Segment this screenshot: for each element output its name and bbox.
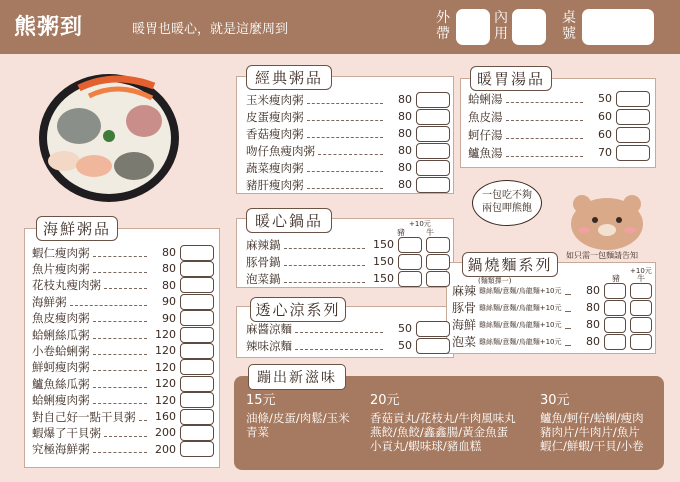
item-name: 蝦爆了干貝粥	[32, 425, 101, 440]
qty-box[interactable]	[616, 109, 650, 125]
item-price: 90	[162, 295, 176, 309]
item-price: 150	[373, 255, 394, 268]
hotpot-beef-surcharge: +10元	[409, 220, 431, 228]
leader-dots	[295, 325, 383, 333]
menu-row	[468, 126, 650, 143]
item-price: 80	[398, 127, 412, 140]
menu-row	[32, 310, 214, 327]
item-name: 魚皮湯	[468, 109, 503, 124]
addon-tier-20	[370, 394, 540, 453]
leader-dots	[93, 380, 148, 388]
item-name: 海鮮粥	[32, 294, 67, 309]
menu-row	[452, 282, 652, 299]
item-price: 50	[398, 339, 412, 352]
menu-row	[32, 424, 214, 441]
item-name: 蛤蜊絲瓜粥	[32, 327, 90, 342]
beef-qty-box[interactable]	[630, 300, 652, 316]
beef-qty-box[interactable]	[630, 317, 652, 333]
qty-box[interactable]	[616, 145, 650, 161]
item-price: 120	[155, 328, 176, 341]
leader-dots	[318, 147, 383, 155]
leader-dots	[307, 130, 384, 138]
hotpot-beef-col: 牛	[426, 228, 434, 237]
qty-box[interactable]	[416, 126, 450, 142]
item-name: 蝦仁瘦肉粥	[32, 245, 90, 260]
addon-tier-price: 15元	[246, 393, 276, 408]
qty-box[interactable]	[180, 441, 214, 457]
item-name: 對自己好一點干貝粥	[32, 409, 136, 424]
qty-box[interactable]	[180, 310, 214, 326]
menu-row	[246, 176, 450, 193]
item-name: 鱸魚湯	[468, 145, 503, 160]
qty-box[interactable]	[616, 91, 650, 107]
item-price: 120	[155, 377, 176, 391]
pork-qty-box[interactable]	[398, 237, 422, 253]
noodle-beef-col: 牛	[637, 274, 645, 283]
item-name: 辣味涼麵	[246, 338, 292, 353]
item-price: 120	[155, 344, 176, 358]
addon-tier-15	[246, 394, 366, 439]
addons-title: 蹦出新滋味	[248, 364, 346, 390]
qty-box[interactable]	[180, 327, 214, 343]
item-name: 豚骨鍋	[246, 254, 281, 269]
slogan: 暖胃也暖心，就是這麼周到	[132, 22, 289, 37]
classic-title: 經典粥品	[246, 65, 332, 90]
leader-dots	[565, 338, 571, 346]
leader-dots	[93, 249, 148, 257]
item-price: 80	[398, 144, 412, 157]
item-name: 麻辣鍋	[246, 237, 281, 252]
qty-box[interactable]	[616, 127, 650, 143]
menu-row	[246, 125, 450, 142]
addon-tier-items: 鱸魚/蚵仔/蛤蜊/瘦肉 豬肉片/牛肉片/魚片 蝦仁/鮮蝦/干貝/小卷	[540, 411, 644, 453]
leader-dots	[70, 298, 148, 306]
leader-dots	[565, 287, 571, 295]
leader-dots	[307, 113, 384, 121]
beef-qty-box[interactable]	[630, 283, 652, 299]
cold-title: 透心涼系列	[250, 297, 346, 322]
leader-dots	[506, 131, 584, 139]
noodle-pork-col: 豬	[612, 274, 620, 283]
menu-row	[452, 333, 652, 350]
item-name: 吻仔魚瘦肉粥	[246, 143, 315, 158]
menu-row	[32, 375, 214, 392]
item-price: 150	[373, 238, 394, 251]
beef-qty-box[interactable]	[630, 334, 652, 350]
menu-row	[452, 316, 652, 333]
takeout-checkbox[interactable]	[456, 9, 490, 45]
hotpot-title: 暖心鍋品	[246, 208, 332, 233]
leader-dots	[506, 113, 584, 121]
leader-dots	[284, 241, 366, 249]
qty-box[interactable]	[416, 92, 450, 108]
item-name: 泡菜鍋	[246, 271, 281, 286]
item-price: 80	[398, 161, 412, 174]
qty-box[interactable]	[180, 245, 214, 261]
noodle-choice: 雞絲麵/意麵/烏龍麵+10元	[479, 337, 562, 346]
qty-box[interactable]	[180, 343, 214, 359]
menu-row	[246, 108, 450, 125]
qty-box[interactable]	[180, 409, 214, 425]
qty-box[interactable]	[416, 177, 450, 193]
item-name: 魚片瘦肉粥	[32, 261, 90, 276]
item-name: 香菇瘦肉粥	[246, 126, 304, 141]
noodle-beef-surcharge: +10元	[630, 267, 652, 275]
table-number-field[interactable]	[582, 9, 654, 45]
menu-row	[32, 392, 214, 409]
item-price: 120	[155, 360, 176, 374]
beef-qty-box[interactable]	[426, 254, 450, 270]
noodle-title: 鍋燒麵系列	[462, 252, 558, 277]
addon-tier-items: 香菇貢丸/花枝丸/牛肉風味丸 燕餃/魚餃/鑫鑫腸/黃金魚蛋 小貢丸/蝦味球/豬血糕	[370, 411, 516, 453]
qty-box[interactable]	[416, 338, 450, 354]
pork-qty-box[interactable]	[604, 334, 626, 350]
item-name: 究極海鮮粥	[32, 442, 90, 457]
leader-dots	[93, 331, 148, 339]
dine-in-checkbox[interactable]	[512, 9, 546, 45]
item-price: 80	[586, 284, 600, 297]
item-name: 蚵仔湯	[468, 127, 503, 142]
qty-box[interactable]	[416, 321, 450, 337]
leader-dots	[104, 281, 147, 289]
dine-in-label: 內用	[494, 10, 508, 42]
item-price: 80	[398, 178, 412, 191]
menu-row	[468, 108, 650, 125]
menu-row	[246, 253, 450, 270]
qty-box[interactable]	[180, 376, 214, 392]
item-price: 80	[398, 93, 412, 106]
leader-dots	[307, 96, 384, 104]
leader-dots	[307, 164, 384, 172]
menu-row	[246, 270, 450, 287]
mascot-caption: 如只需一包麵請告知	[566, 251, 638, 260]
item-price: 80	[586, 335, 600, 348]
menu-row	[246, 142, 450, 159]
item-price: 70	[598, 146, 612, 159]
menu-row	[32, 260, 214, 277]
qty-box[interactable]	[180, 277, 214, 293]
hotpot-pork-col: 豬	[397, 228, 405, 237]
item-name: 麻醬涼麵	[246, 321, 292, 336]
item-price: 50	[598, 92, 612, 105]
qty-box[interactable]	[180, 294, 214, 310]
pork-qty-box[interactable]	[604, 300, 626, 316]
noodle-choice: 雞絲麵/意麵/烏龍麵+10元	[479, 286, 562, 295]
item-price: 200	[155, 442, 176, 456]
addon-tier-price: 30元	[540, 393, 570, 408]
leader-dots	[565, 304, 571, 312]
seafood-porridge-photo	[34, 66, 184, 206]
qty-box[interactable]	[180, 392, 214, 408]
pork-qty-box[interactable]	[398, 271, 422, 287]
item-price: 80	[162, 262, 176, 276]
bear-mascot	[562, 190, 652, 250]
beef-qty-box[interactable]	[426, 237, 450, 253]
item-price: 50	[398, 322, 412, 335]
menu-row	[246, 320, 450, 337]
qty-box[interactable]	[416, 109, 450, 125]
leader-dots	[93, 265, 148, 273]
addons-panel	[234, 370, 664, 470]
item-price: 60	[598, 110, 612, 123]
table-number-label: 桌號	[562, 10, 576, 42]
item-name: 小卷蛤蜊粥	[32, 343, 90, 358]
leader-dots	[295, 342, 383, 350]
leader-dots	[93, 396, 148, 404]
addon-tier-price: 20元	[370, 393, 400, 408]
leader-dots	[93, 445, 148, 453]
qty-box[interactable]	[180, 425, 214, 441]
qty-box[interactable]	[180, 359, 214, 375]
leader-dots	[93, 363, 148, 371]
brand-logo: 熊粥到	[14, 14, 84, 40]
item-name: 玉米瘦肉粥	[246, 92, 304, 107]
item-price: 60	[598, 128, 612, 141]
item-price: 80	[586, 318, 600, 331]
menu-row	[246, 337, 450, 354]
addon-tier-30	[540, 394, 662, 453]
pork-qty-box[interactable]	[398, 254, 422, 270]
leader-dots	[307, 181, 384, 189]
item-name: 麻辣	[452, 284, 477, 298]
item-name: 花枝丸瘦肉粥	[32, 278, 101, 293]
leader-dots	[284, 275, 366, 283]
item-price: 160	[155, 410, 176, 423]
qty-box[interactable]	[416, 143, 450, 159]
item-name: 豚骨	[452, 301, 477, 315]
leader-dots	[104, 429, 147, 437]
menu-row	[246, 159, 450, 176]
soup-title: 暖胃湯品	[470, 66, 552, 91]
menu-row	[32, 408, 214, 425]
menu-row	[32, 359, 214, 376]
noodle-choice-note: (麵類擇一)	[478, 277, 512, 285]
menu-row	[32, 293, 214, 310]
item-price: 80	[586, 301, 600, 314]
item-name: 鱸魚絲瓜粥	[32, 376, 90, 391]
leader-dots	[284, 258, 366, 266]
item-name: 魚皮瘦肉粥	[32, 311, 90, 326]
menu-row	[32, 326, 214, 343]
item-price: 200	[155, 426, 176, 440]
pork-qty-box[interactable]	[604, 283, 626, 299]
item-name: 蔬菜瘦肉粥	[246, 160, 304, 175]
leader-dots	[93, 314, 148, 322]
item-name: 皮蛋瘦肉粥	[246, 109, 304, 124]
beef-qty-box[interactable]	[426, 271, 450, 287]
menu-row	[246, 91, 450, 108]
leader-dots	[506, 95, 584, 103]
item-price: 120	[155, 393, 176, 407]
speech-bubble: 一包吃不夠 兩包呷熊飽	[472, 180, 542, 226]
item-price: 150	[373, 272, 394, 285]
item-name: 海鮮	[452, 318, 477, 332]
leader-dots	[93, 347, 148, 355]
menu-row	[246, 236, 450, 253]
pork-qty-box[interactable]	[604, 317, 626, 333]
addon-tier-items: 油條/皮蛋/肉鬆/玉米 青菜	[246, 411, 350, 439]
qty-box[interactable]	[416, 160, 450, 176]
qty-box[interactable]	[180, 261, 214, 277]
menu-row	[32, 244, 214, 261]
menu-row	[452, 299, 652, 316]
menu-row	[32, 342, 214, 359]
leader-dots	[139, 413, 148, 421]
takeout-label: 外帶	[436, 10, 450, 42]
menu-row	[32, 441, 214, 458]
item-price: 80	[398, 110, 412, 123]
item-name: 蛤蜊湯	[468, 91, 503, 106]
menu-row	[468, 144, 650, 161]
item-name: 蛤蜊瘦肉粥	[32, 393, 90, 408]
menu-row	[468, 90, 650, 107]
leader-dots	[565, 321, 571, 329]
item-price: 90	[162, 311, 176, 325]
item-price: 80	[162, 278, 176, 292]
seafood-title: 海鮮粥品	[36, 216, 118, 241]
header-bar	[0, 0, 680, 54]
leader-dots	[506, 149, 584, 157]
item-price: 80	[162, 246, 176, 259]
menu-row	[32, 277, 214, 294]
item-name: 泡菜	[452, 335, 477, 349]
noodle-choice: 雞絲麵/意麵/烏龍麵+10元	[479, 320, 562, 329]
noodle-choice: 雞絲麵/意麵/烏龍麵+10元	[479, 303, 562, 312]
item-name: 豬肝瘦肉粥	[246, 177, 304, 192]
item-name: 鮮蚵瘦肉粥	[32, 360, 90, 375]
